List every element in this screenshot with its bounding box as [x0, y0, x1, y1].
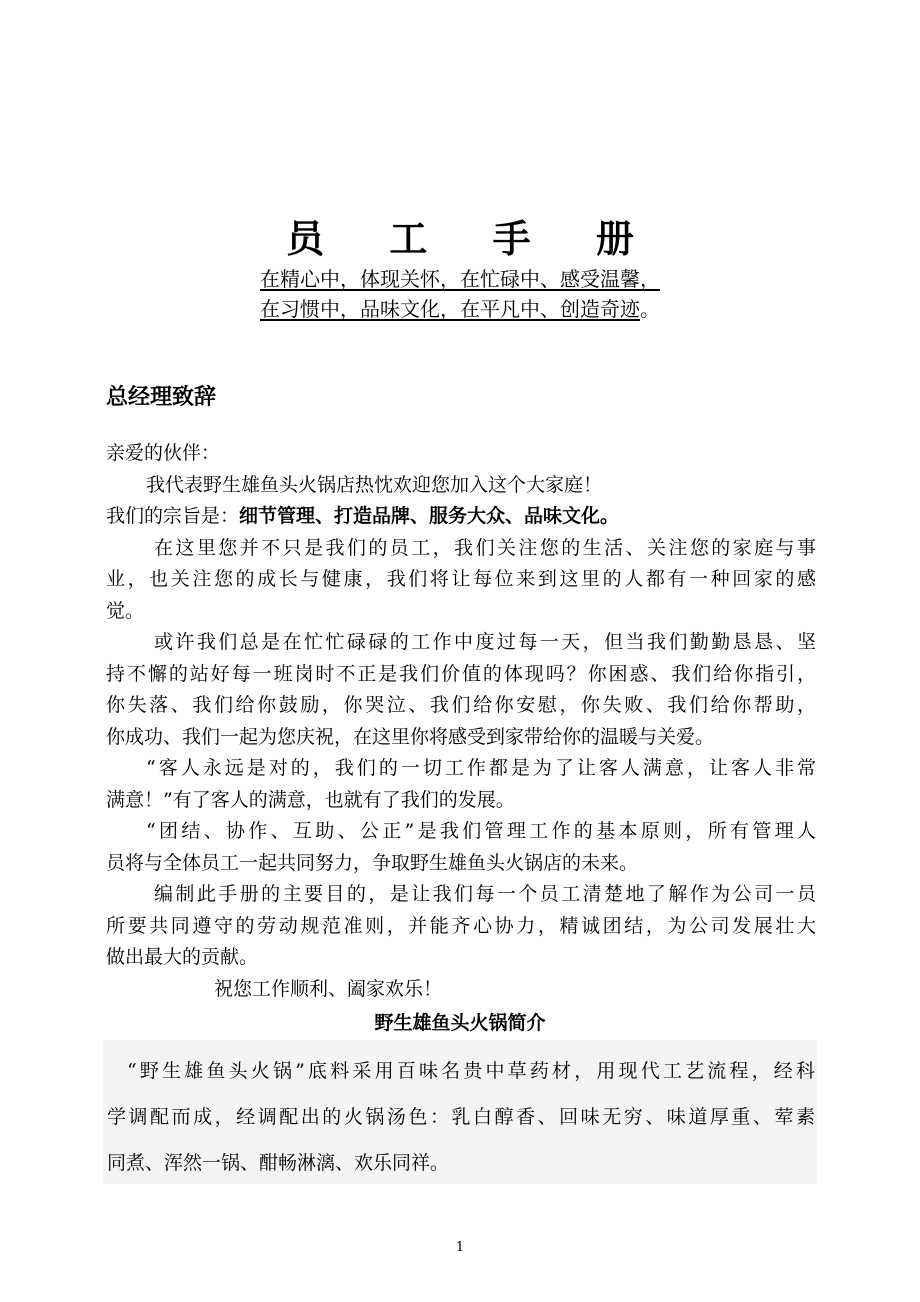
paragraph-1-line-3: 觉。	[106, 599, 145, 622]
paragraph-4-line-2: 员将与全体员工一起共同努力，争取野生雄鱼头火锅店的未来。	[106, 851, 639, 874]
mission-line	[106, 501, 816, 533]
paragraph-1-line-1: 在这里您并不只是我们的员工，我们关注您的生活、关注您的家庭与事	[154, 536, 816, 559]
motto-period: 。	[640, 297, 660, 321]
closing-wish: 祝您工作顺利、阖家欢乐！	[214, 977, 443, 1000]
greeting: 亲爱的伙伴：	[106, 442, 221, 464]
page-number: 1	[455, 1240, 465, 1255]
intro-heading: 野生雄鱼头火锅简介	[374, 1012, 546, 1034]
paragraph-5-line-2: 所要共同遵守的劳动规范准则，并能齐心协力，精诚团结，为公司发展壮大	[106, 914, 816, 937]
welcome-line: 我代表野生雄鱼头火锅店热忱欢迎您加入这个大家庭！	[146, 473, 603, 496]
paragraph-2-line-3: 你失落、我们给你鼓励，你哭泣、我们给你安慰，你失败、我们给你帮助，	[106, 694, 816, 716]
intro-line-2: 学调配而成，经调配出的火锅汤色：乳白醇香、回味无穷、味道厚重、荤素	[107, 1106, 815, 1128]
motto-text-1: 在精心中，体现关怀，在忙碌中、感受温馨，	[260, 267, 660, 291]
paragraph-3-line-1: “客人永远是对的，我们的一切工作都是为了让客人满意，让客人非常	[146, 757, 816, 779]
mission-values: 细节管理、打造品牌、服务大众、品味文化。	[239, 505, 620, 527]
paragraph-2-line-2: 持不懈的站好每一班岗时不正是我们价值的体现吗？你困惑、我们给你指引，	[106, 662, 816, 685]
motto-line-2	[0, 293, 920, 322]
paragraph-2-line-1: 或许我们总是在忙忙碌碌的工作中度过每一天，但当我们勤勤恳恳、坚	[154, 631, 816, 653]
mission-prefix: 我们的宗旨是：	[106, 505, 240, 527]
paragraph-4-line-1: “团结、协作、互助、公正”是我们管理工作的基本原则，所有管理人	[146, 820, 816, 842]
intro-line-1: “野生雄鱼头火锅”底料采用百味名贵中草药材，用现代工艺流程，经科	[127, 1060, 815, 1082]
motto-line-1	[0, 263, 920, 292]
intro-line-3: 同煮、浑然一锅、酣畅淋漓、欢乐同祥。	[107, 1152, 450, 1174]
paragraph-2-line-4: 你成功、我们一起为您庆祝，在这里你将感受到家带给你的温暖与关爱。	[106, 725, 715, 748]
gm-speech-body	[106, 438, 816, 1005]
motto-text-2: 在习惯中，品味文化，在平凡中、创造奇迹	[260, 297, 640, 321]
paragraph-3-line-2: 满意！”有了客人的满意，也就有了我们的发展。	[106, 788, 515, 811]
paragraph-5-line-3: 做出最大的贡献。	[106, 946, 259, 968]
document-title: 员 工 手 册	[286, 217, 660, 261]
gm-speech-heading: 总经理致辞	[106, 385, 217, 410]
intro-box	[103, 1040, 817, 1184]
paragraph-1-line-2: 业，也关注您的成长与健康，我们将让每位来到这里的人都有一种回家的感	[106, 568, 816, 590]
paragraph-5-line-1: 编制此手册的主要目的，是让我们每一个员工清楚地了解作为公司一员	[154, 883, 816, 905]
